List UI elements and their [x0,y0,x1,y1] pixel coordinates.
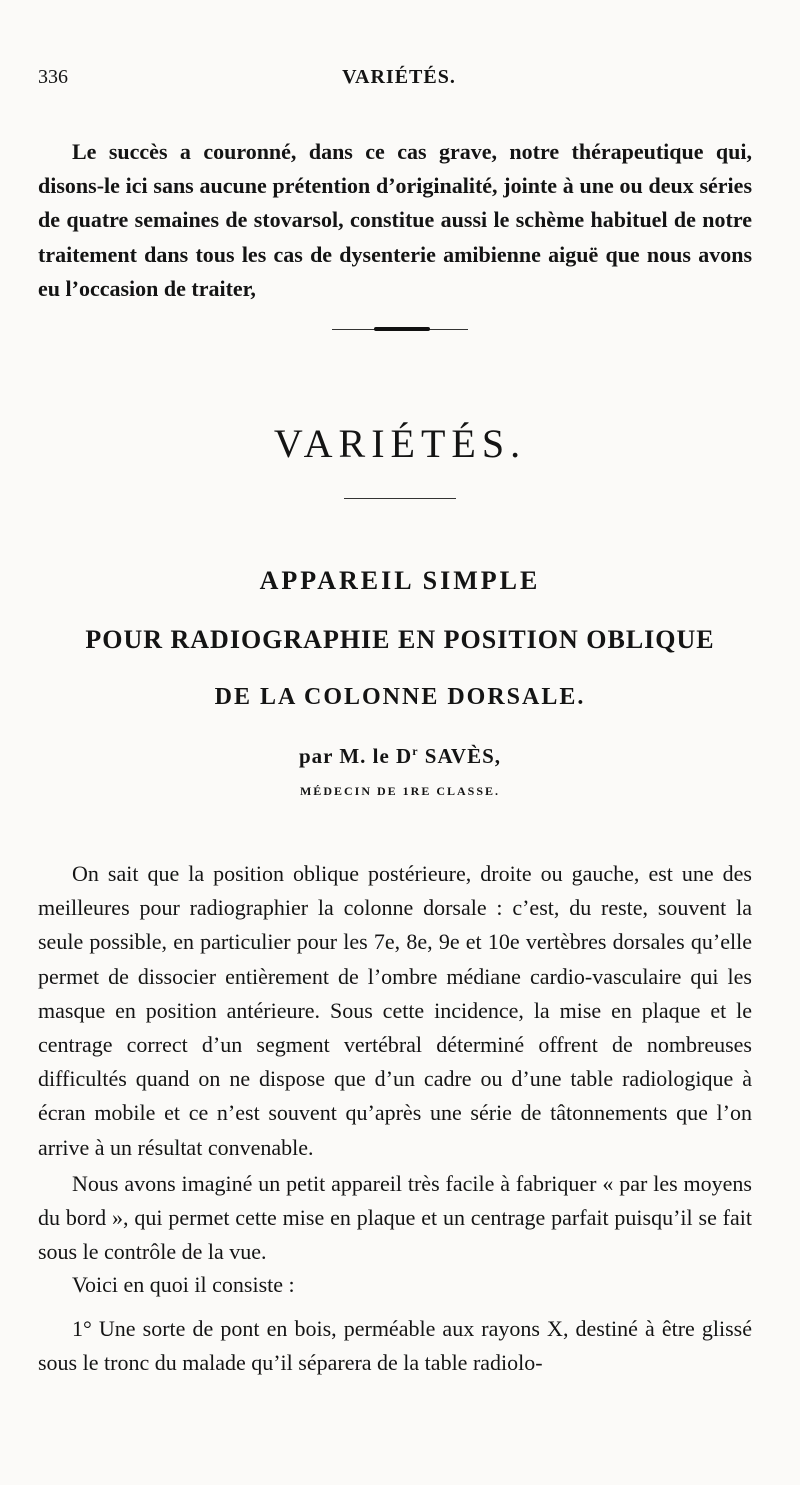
paragraph-continuation: Le succès a couronné, dans ce cas grave, notre thérapeutique qui, disons-le ici sans aucune prétention d’originalité, jointe à une ou deux séries de quatre semaines de stovarsol, constitue aussi le schème habituel de notre traitement dans tous les cas de dysenterie amibienne aiguë que nous avons eu l’occasion de traiter, [38,139,752,301]
byline-superscript: r [412,744,419,758]
body-paragraph-4: 1° Une sorte de pont en bois, perméable aux rayons X, destiné à être glissé sous le tronc du malade qu’il séparera de la table radiolo- [38,1316,752,1376]
title-rule [344,498,456,499]
article-title-line-3: DE LA COLONNE DORSALE. [214,684,586,710]
page-number: 336 [38,66,68,88]
author-name: SAVÈS, [418,744,502,768]
author-rank: MÉDECIN DE 1RE CLASSE. [299,784,501,798]
section-title: VARIÉTÉS. [273,421,527,466]
section-divider [332,329,468,330]
byline-prefix: par M. le D [298,744,413,768]
article-title-line-2: POUR RADIOGRAPHIE EN POSITION OBLIQUE [85,625,715,654]
author-byline [0,744,800,769]
running-title: VARIÉTÉS. [342,66,456,88]
page-header [38,66,760,96]
divider-ornament [374,327,430,331]
body-paragraph-2: Nous avons imaginé un petit appareil très facile à fabriquer « par les moyens du bord », qui permet cette mise en plaque et un centrage parfait puisqu’il se fait sous le contrôle de la vue. [38,1171,752,1265]
article-title-line-1: APPAREIL SIMPLE [259,566,541,595]
body-paragraph-1: On sait que la position oblique postérieure, droite ou gauche, est une des meilleures pour radiographier la colonne dorsale : c’est, du reste, souvent la seule possible, en particulier pour les 7e, 8e, 9e et 10e vertèbres dorsales qu’elle permet de dissocier entièrement de l’ombre médiane cardio-vasculaire qui les masque en position antérieure. Sous cette incidence, la mise en plaque et le centrage correct d’un segment vertébral déterminé offrent de nombreuses difficultés quand on ne dispose que d’un cadre ou d’une table radiologique à écran mobile et ce n’est souvent qu’après une série de tâtonnements que l’on arrive à un résultat convenable. [38,861,752,1160]
body-paragraph-3: Voici en quoi il consiste : [72,1272,295,1297]
